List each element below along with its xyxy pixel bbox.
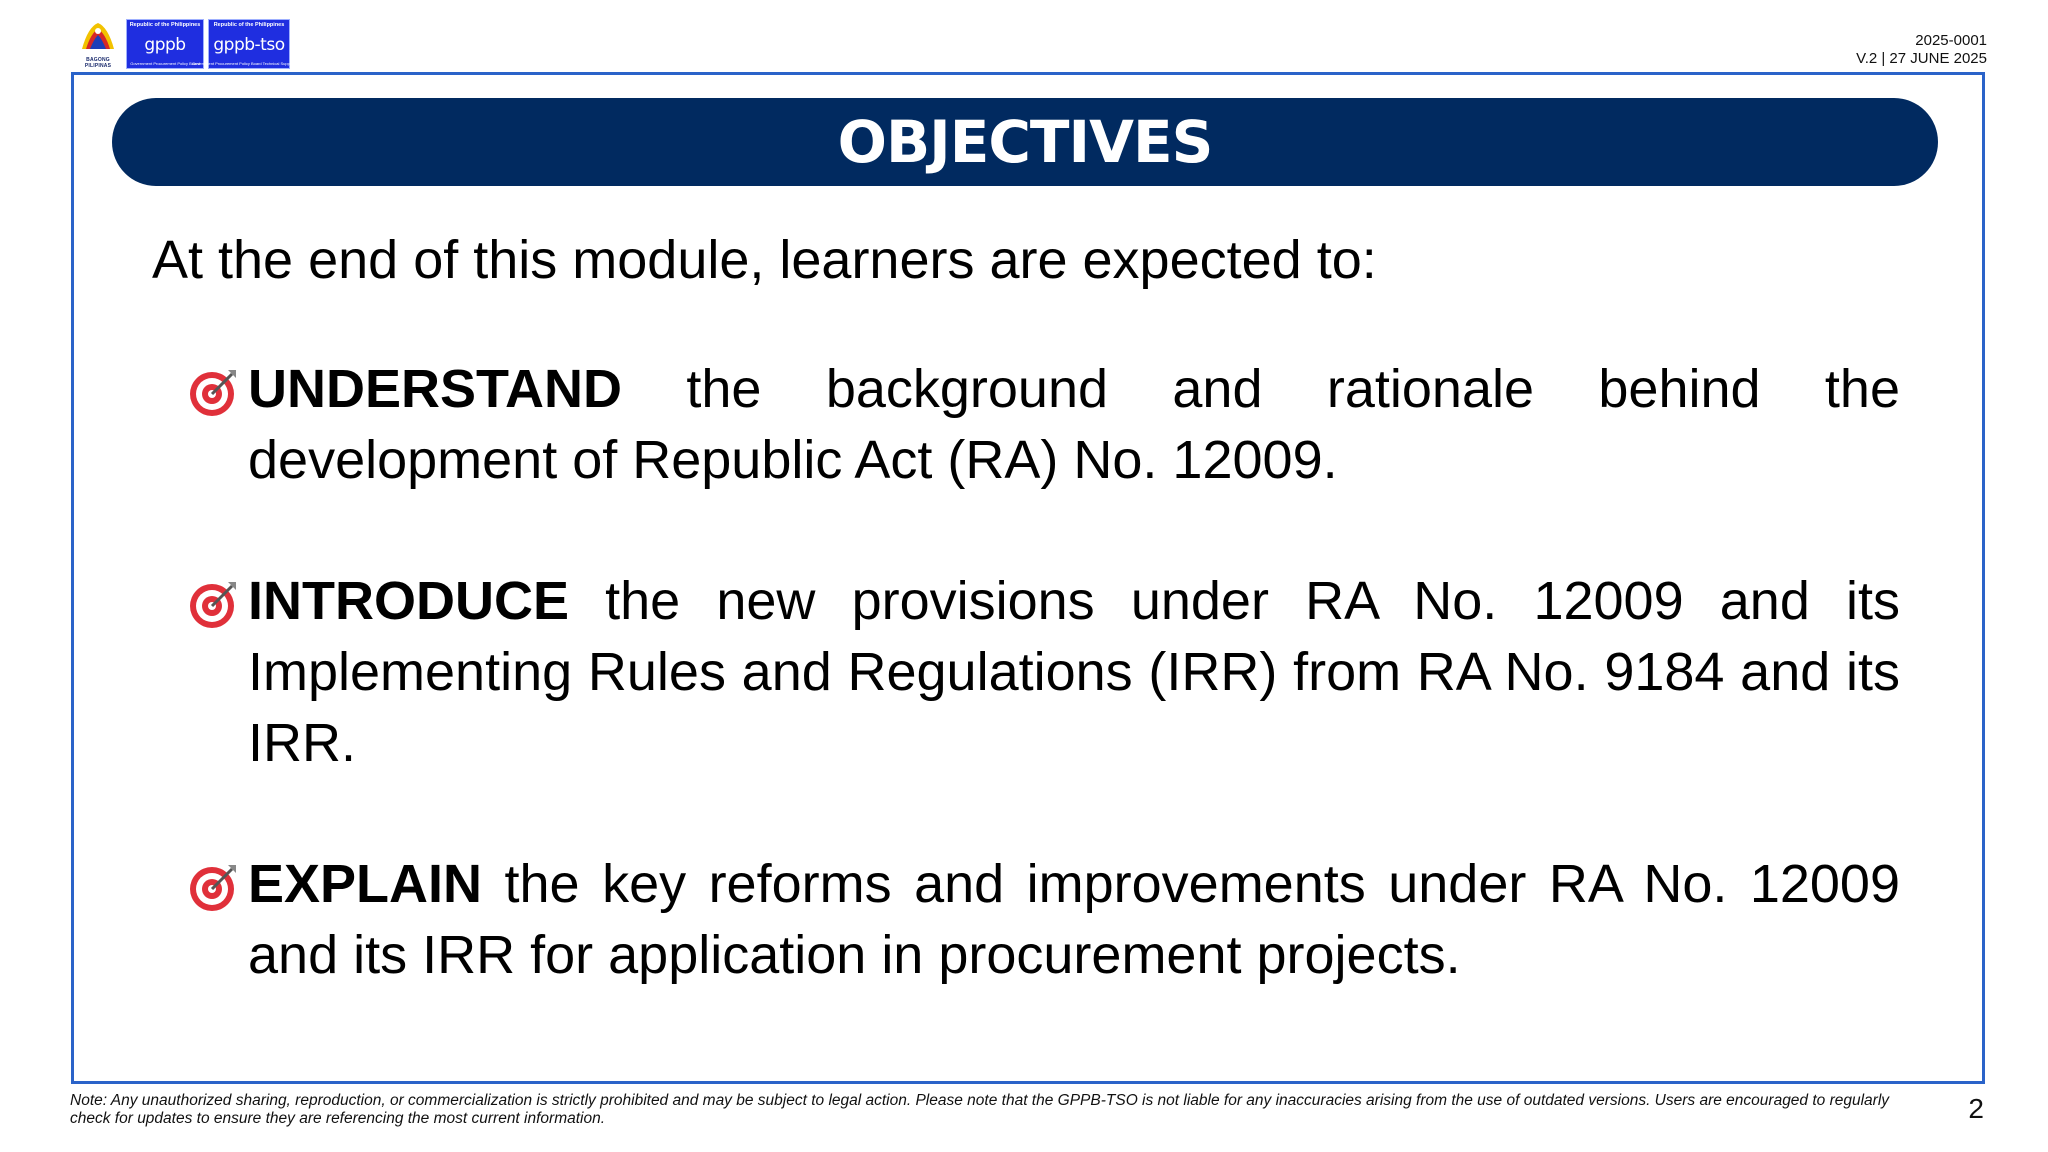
- document-code: 2025-0001: [1915, 32, 1987, 49]
- objective-description: the key reforms and improvements under RA No. 12009 and its IRR for application in procurement projects.: [248, 854, 1900, 985]
- objective-verb: EXPLAIN: [248, 854, 483, 914]
- page-number: 2: [1968, 1093, 1984, 1124]
- objective-verb: INTRODUCE: [248, 571, 569, 631]
- bagong-pilipinas-logo: [74, 19, 122, 69]
- target-icon: [188, 354, 248, 496]
- objective-item: [188, 566, 1900, 779]
- header-logos: [74, 19, 306, 69]
- objective-item: [188, 849, 1900, 991]
- objective-item: [188, 354, 1900, 496]
- intro-text: At the end of this module, learners are expected to:: [152, 230, 1377, 290]
- objective-description: the background and rationale behind the development of Republic Act (RA) No. 12009.: [248, 359, 1900, 490]
- seal-label: BAGONG PILIPINAS: [84, 57, 112, 69]
- objective-text: [248, 566, 1900, 779]
- objective-verb: UNDERSTAND: [248, 359, 622, 419]
- gppb-logo: Republic of the Philippines gppb Government Procurement Policy Board: [126, 19, 204, 69]
- objective-text: [248, 354, 1900, 496]
- target-icon: [188, 566, 248, 779]
- footer-note: Note: Any unauthorized sharing, reproduction, or commercialization is strictly prohibited and may be subject to legal action. Please note that the GPPB-TSO is not liable for any inaccuracies arising from the use of outdated versions. Users are encouraged to regularly check for updates to ensure they are referencing the most current information.: [70, 1092, 1890, 1127]
- slide-title: OBJECTIVES: [837, 108, 1213, 176]
- target-icon: [188, 849, 248, 991]
- objective-text: [248, 849, 1900, 991]
- objectives-banner: [112, 98, 1938, 186]
- objective-description: the new provisions under RA No. 12009 and its Implementing Rules and Regulations (IRR) from RA No. 9184 and its IRR.: [248, 571, 1900, 773]
- document-version: V.2 | 27 JUNE 2025: [1856, 50, 1987, 67]
- document-info: [1856, 32, 1987, 68]
- gppb-tso-logo: Republic of the Philippines gppb-tso Government Procurement Policy Board Technical Support Office: [208, 19, 290, 69]
